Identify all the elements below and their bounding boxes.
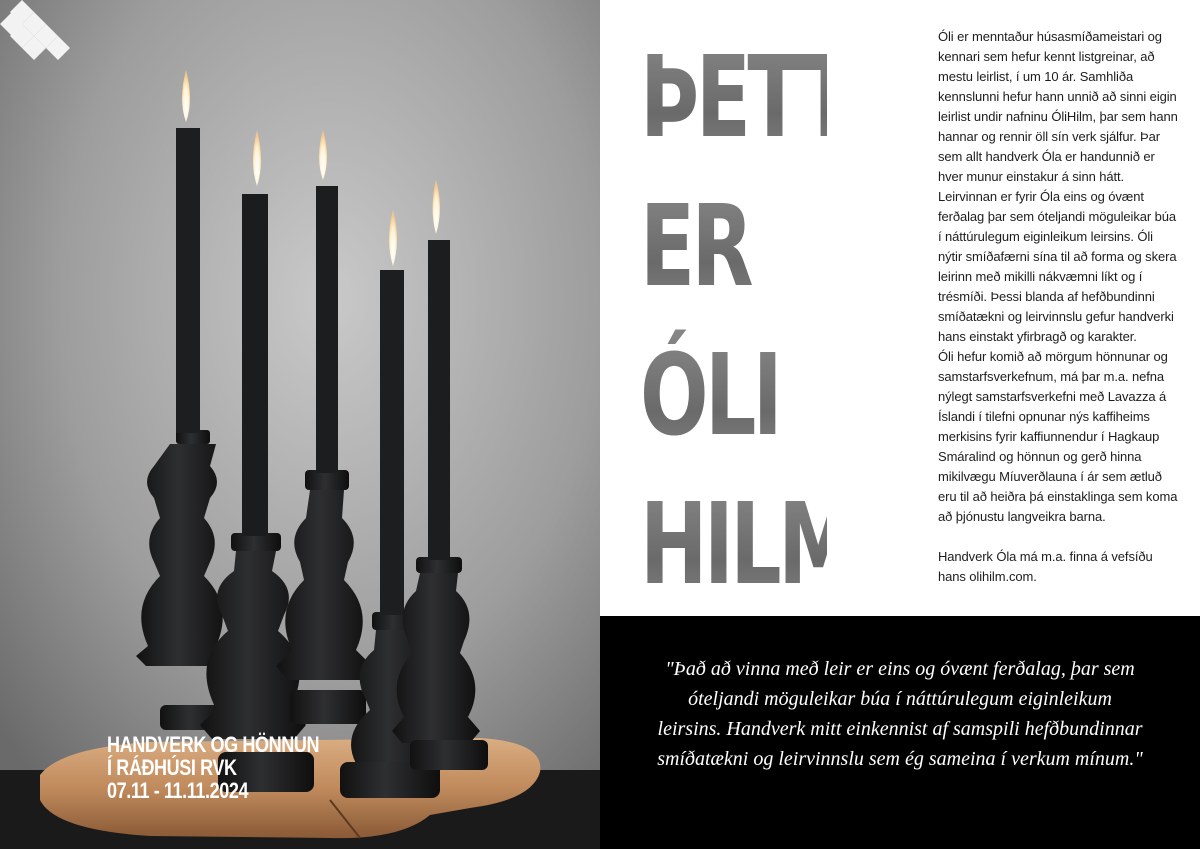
event-info <box>107 733 319 802</box>
title-line-4: HILM <box>640 471 827 620</box>
event-logo <box>0 0 70 62</box>
pull-quote: "Það að vinna með leir er eins og óvænt ferðalag, þar sem óteljandi möguleikar búa í náttúrulegum eiginleikum leirsins. Handverk mitt einkennist af samspili hefðbundinnar smíðatækni og leirvinnslu sem ég sameina í verkum mínum." <box>657 658 1143 770</box>
event-dates: 07.11 - 11.11.2024 <box>107 778 249 803</box>
body-text <box>938 27 1178 587</box>
title-line-2: ER <box>640 173 827 322</box>
event-title-line2: Í RÁÐHÚSI RVK <box>107 755 237 780</box>
body-paragraph-2: Leirvinnan er fyrir Óla eins og óvænt ferðalag þar sem óteljandi möguleikar búa í náttúrulegum eiginleikum leirsins. Óli nýtir smíðafærni sína til að forma og skera leirinn með mikilli nákvæmni líkt og í trésmíði. Þessi blanda af hefðbundinni smíðatækni og leirvinnslu gefur handverki hans einstakt yfirbragð og karakter. <box>938 189 1177 344</box>
event-title-line1: HANDVERK OG HÖNNUN <box>107 732 320 757</box>
page-title <box>640 24 905 620</box>
body-paragraph-3: Óli hefur komið að mörgum hönnunar og samstarfsverkefnum, má þar m.a. nefna nýlegt samstarfsverkefni með Lavazza á Íslandi í tilefni opnunar nýs kaffiheims merkisins fyrir kaffiunnendur í Hagkaup Smáralind og hönnun og gerð hinna mikilvægu Míuverðlauna í ár sem ætluð eru til að heiðra þá einstaklinga sem koma að þjónustu langveikra barna. <box>938 349 1178 524</box>
quote-panel <box>600 616 1200 849</box>
title-line-3: ÓLI <box>640 322 827 471</box>
title-line-1: ÞETTA <box>640 24 827 173</box>
body-paragraph-1: Óli er menntaður húsasmíðameistari og kennari sem hefur kennt listgreinar, að mestu leirlist, í um 10 ár. Samhliða kennslunni hefur hann unnið að sinni eigin leirlist undir nafninu ÓliHilm, þar sem hann hannar og rennir öll sín verk sjálfur. Þar sem allt handverk Óla er handunnið er hver munur einstakur á sinn hátt. <box>938 29 1178 184</box>
body-paragraph-4: Handverk Óla má m.a. finna á vefsíðu hans olihilm.com. <box>938 549 1153 584</box>
